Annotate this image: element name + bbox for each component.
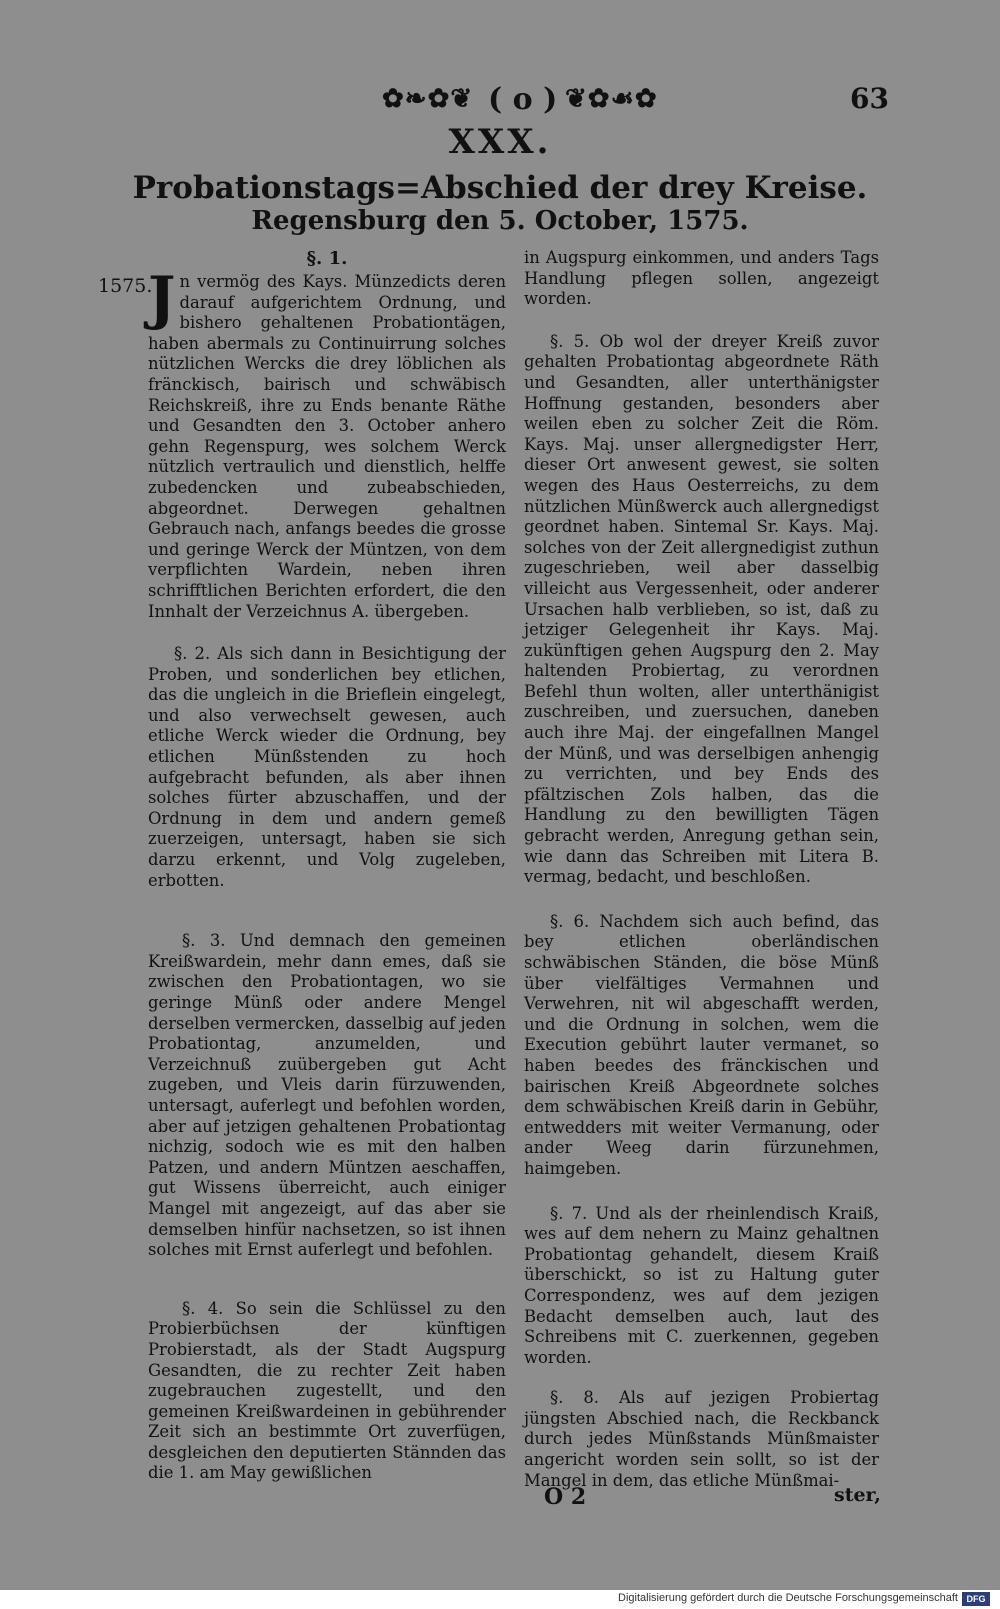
drop-cap: J	[148, 264, 176, 332]
dfg-logo: DFG	[962, 1592, 990, 1606]
paragraph-4-continued: in Augspurg einkommen, und anders Tags Handlung pflegen sollen, angezeigt worden.	[524, 248, 879, 309]
paragraph-4: §. 4. So sein die Schlüssel zu den Probierbüchsen der künftigen Probierstadt, als der Stadt Augspurg Gesandten, die zu rechter Zeit haben zugebrauchen zugestellt, und den gemeinen Kreißwardeinen in gebührender Zeit sich an bestimmte Ort zuverfügen, desgleichen den deputierten Stännden das die 1. am May gewißlichen	[148, 1298, 506, 1483]
header-ornament-left: ✿❧✿❦	[382, 84, 474, 114]
section-number: XXX.	[448, 122, 552, 162]
funding-credit: Digitalisierung gefördert durch die Deutsche Forschungsgemeinschaft	[618, 1592, 958, 1604]
footer-catchword: ster,	[834, 1484, 881, 1506]
paragraph-1-text: n vermög des Kays. Münzedicts deren darauf aufgerichtem Ordnung, und bishero gehaltenen Probationtägen, haben abermals zu Continuirrung solches nützlichen Wercks die drey löblichen als fränckisch, bairisch und schwäbisch Reichskreiß, ihre zu Ends benante Räthe und Gesandten den 3. October anhero gehn Regenspurg, wes solchem Werck nützlich vertraulich und dienstlich, helffe zubedencken und zubeabschieden, abgeordnet. Derwegen gehaltnen Gebrauch nach, anfangs beedes die grosse und geringe Werck der Müntzen, von dem verpflichten Wardein, neben ihren schrifftlichen Berichten erfordert, die den Innhalt der Verzeichnus A. übergeben.	[148, 272, 506, 621]
paragraph-1-heading: §. 1.	[306, 248, 348, 269]
paragraph-6: §. 6. Nachdem sich auch befind, das bey etlichen oberländischen schwäbischen Ständen, die böse Münß über vielfältiges Vermahnen und Verwehren, nit wil abgeschafft werden, und die Ordnung in solchen, wem die Execution gebührt lauter vermanet, so haben beedes des fränckischen und bairischen Kreiß Abgeordnete solches dem schwäbischen Kreiß darin in Gebühr, entwedders mit weiter Vermanung, oder ander Weeg darin fürzunehmen, haimgeben.	[524, 911, 879, 1178]
paragraph-3: §. 3. Und demnach den gemeinen Kreißwardein, mehr dann emes, daß sie zwischen den Probationtagen, wo sie geringe Münß oder andere Mengel derselben vermercken, dasselbig auf jeden Probationtag, anzumelden, und Verzeichnuß zuübergeben gut Acht zugeben, und Vleis darin fürzuwenden, untersagt, auferlegt und befohlen worden, aber auf jetzigen gehaltenen Probationtag nichzig, sodoch wie es mit den halben Patzen, und andern Müntzen aeschaffen, gut Wissens überreicht, auch einiger Mangel mit angezeigt, auf das aber sie demselben hinfür nachsetzen, so ist ihnen solches mit Ernst auferlegt und befohlen.	[148, 931, 506, 1260]
document-title: Probationstags=Abschied der drey Kreise.	[132, 170, 868, 206]
page-number: 63	[850, 82, 889, 115]
paragraph-1	[148, 264, 506, 622]
document-subtitle: Regensburg den 5. October, 1575.	[251, 206, 749, 236]
footer-signature: O 2	[544, 1484, 587, 1510]
header-ornament-right: ❦✿☙✿	[565, 84, 658, 114]
paragraph-5: §. 5. Ob wol der dreyer Kreiß zuvor gehalten Probationtag abgeordnete Räth und Gesandten, aller unterthänigster Hoffnung gestanden, besonders aber weilen eben zu solcher Zeit die Röm. Kays. Maj. unser allergnedigster Herr, dieser Ort anwesent gewest, sie solten wegen des Haus Oesterreichs, zu dem nützlichen Münßwerck auch allergnedigst geordnet haben. Sintemal Sr. Kays. Maj. solches von der Zeit allergnedigist zuthun zugeschrieben, weil aber dasselbig villeicht aus Vergessenheit, oder anderer Ursachen halb verblieben, so ist, daß zu jetziger Gelegenheit ihr Kays. Maj. zukünftigen gehen Augspurg den 2. May haltenden Probiertag, zu verordnen Befehl thun wolten, aller unterthänigist zuschreiben, und zuersuchen, daneben auch ihre Maj. der eingefallnen Mangel der Münß, und was derselbigen anhengig zu verrichten, und bey Ends des pfältzischen Zols halben, das die Handlung zu den bewilligten Tägen gebracht werden, Anregung gethan sein, wie dann das Schreiben mit Litera B. vermag, bedacht, und beschloßen.	[524, 331, 879, 887]
text-column-left	[148, 248, 506, 1484]
text-column-right	[524, 248, 879, 1491]
paragraph-7: §. 7. Und als der rheinlendisch Kraiß, wes auf dem nehern zu Mainz gehaltnen Probationtag gehandelt, diesem Kraiß überschickt, so ist zu Haltung guter Correspondenz, wes auf dem jezigen Bedacht demselben auch, laut des Schreibens mit C. zuerkennen, gegeben worden.	[524, 1203, 879, 1367]
margin-year-note: 1575.	[98, 275, 153, 297]
paragraph-2: §. 2. Als sich dann in Besichtigung der Proben, und sonderlichen bey etlichen, das die ungleich in die Brieflein eingelegt, und also verwechselt gewesen, auch etliche Werck wieder die Ordnung, bey etlichen Münßstenden zu hoch aufgebracht befunden, als aber ihnen solches fürter abzuschaffen, und der Ordnung in dem und andern gemeß zuerzeigen, untersagt, haben sie sich darzu erkennt, und Volg zugeleben, erbotten.	[148, 644, 506, 890]
header-signature-mark: ( o )	[488, 82, 558, 117]
digitization-footer	[0, 1590, 1000, 1609]
paragraph-8: §. 8. Als auf jezigen Probiertag jüngsten Abschied nach, die Reckbanck durch jedes Münßstands Münßmaister angericht worden sein sollt, so ist der Mangel in dem, das etliche Münßmai-	[524, 1388, 879, 1490]
